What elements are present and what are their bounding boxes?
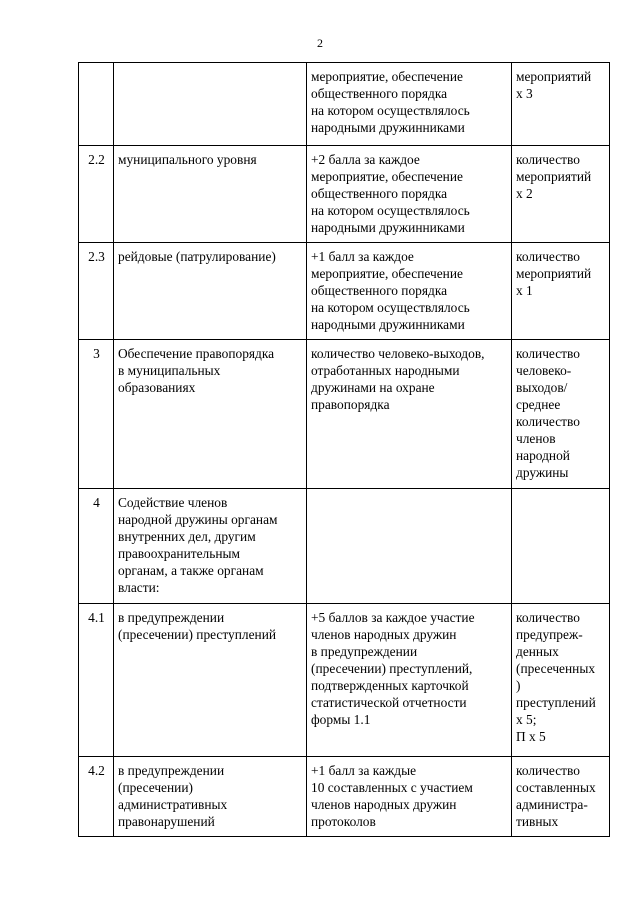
criterion-cell: [307, 757, 512, 837]
criterion-cell: [307, 146, 512, 243]
row-number-cell: [79, 489, 114, 604]
formula-cell: [512, 243, 610, 340]
row-number-cell: [79, 604, 114, 757]
criterion-cell: [307, 63, 512, 146]
page-number: 2: [317, 36, 323, 50]
table-row: [79, 489, 610, 604]
indicator-name-cell: [114, 340, 307, 489]
row-number: 4: [93, 495, 100, 510]
row-number-cell: [79, 63, 114, 146]
indicator-name-cell: [114, 63, 307, 146]
criterion-text: мероприятие, обеспечение общественного порядка на котором осуществлялось народными дружинниками: [311, 69, 470, 135]
criterion-cell: [307, 340, 512, 489]
criterion-text: +1 балл за каждое мероприятие, обеспечение общественного порядка на котором осуществлялось народными дружинниками: [311, 249, 470, 332]
formula-cell: [512, 489, 610, 604]
criteria-table: [78, 62, 610, 837]
formula-cell: [512, 63, 610, 146]
indicator-name: муниципального уровня: [118, 152, 257, 167]
formula-text: количество мероприятий х 2: [516, 152, 592, 201]
indicator-name: в предупреждении (пресечении) административных правонарушений: [118, 763, 228, 829]
row-number: 4.2: [88, 763, 105, 778]
row-number: 2.2: [88, 152, 105, 167]
row-number: 3: [93, 346, 100, 361]
criterion-text: +1 балл за каждые 10 составленных с участием членов народных дружин протоколов: [311, 763, 473, 829]
row-number-cell: [79, 243, 114, 340]
formula-cell: [512, 146, 610, 243]
indicator-name: в предупреждении (пресечении) преступлений: [118, 610, 277, 642]
formula-text: количество предупреж- денных (пресеченных ) преступлений х 5; П х 5: [516, 610, 596, 744]
criterion-cell: [307, 489, 512, 604]
criterion-text: +5 баллов за каждое участие членов народных дружин в предупреждении (пресечении) преступлений, подтвержденных карточкой статистической отчетности формы 1.1: [311, 610, 475, 727]
indicator-name-cell: [114, 243, 307, 340]
formula-text: количество составленных администра- тивных: [516, 763, 596, 829]
table-row: [79, 340, 610, 489]
formula-text: количество человеко- выходов/ среднее количество членов народной дружины: [516, 346, 580, 480]
table-row: [79, 63, 610, 146]
criterion-text: количество человеко-выходов, отработанных народными дружинами на охране правопорядка: [311, 346, 485, 412]
formula-text: мероприятий х 3: [516, 69, 592, 101]
formula-cell: [512, 604, 610, 757]
formula-cell: [512, 757, 610, 837]
indicator-name-cell: [114, 757, 307, 837]
indicator-name-cell: [114, 604, 307, 757]
indicator-name-cell: [114, 489, 307, 604]
formula-text: количество мероприятий х 1: [516, 249, 592, 298]
table-row: [79, 604, 610, 757]
table-row: [79, 757, 610, 837]
criterion-cell: [307, 243, 512, 340]
indicator-name: рейдовые (патрулирование): [118, 249, 276, 264]
criterion-text: +2 балла за каждое мероприятие, обеспечение общественного порядка на котором осуществлялось народными дружинниками: [311, 152, 470, 235]
row-number-cell: [79, 757, 114, 837]
indicator-name-cell: [114, 146, 307, 243]
table-row: [79, 243, 610, 340]
indicator-name: Обеспечение правопорядка в муниципальных образованиях: [118, 346, 275, 395]
indicator-name: Содействие членов народной дружины органам внутренних дел, другим правоохранительным органам, а также органам власти:: [118, 495, 278, 595]
row-number-cell: [79, 340, 114, 489]
row-number-cell: [79, 146, 114, 243]
criterion-cell: [307, 604, 512, 757]
formula-cell: [512, 340, 610, 489]
row-number: 2.3: [88, 249, 105, 264]
row-number: 4.1: [88, 610, 105, 625]
table-row: [79, 146, 610, 243]
